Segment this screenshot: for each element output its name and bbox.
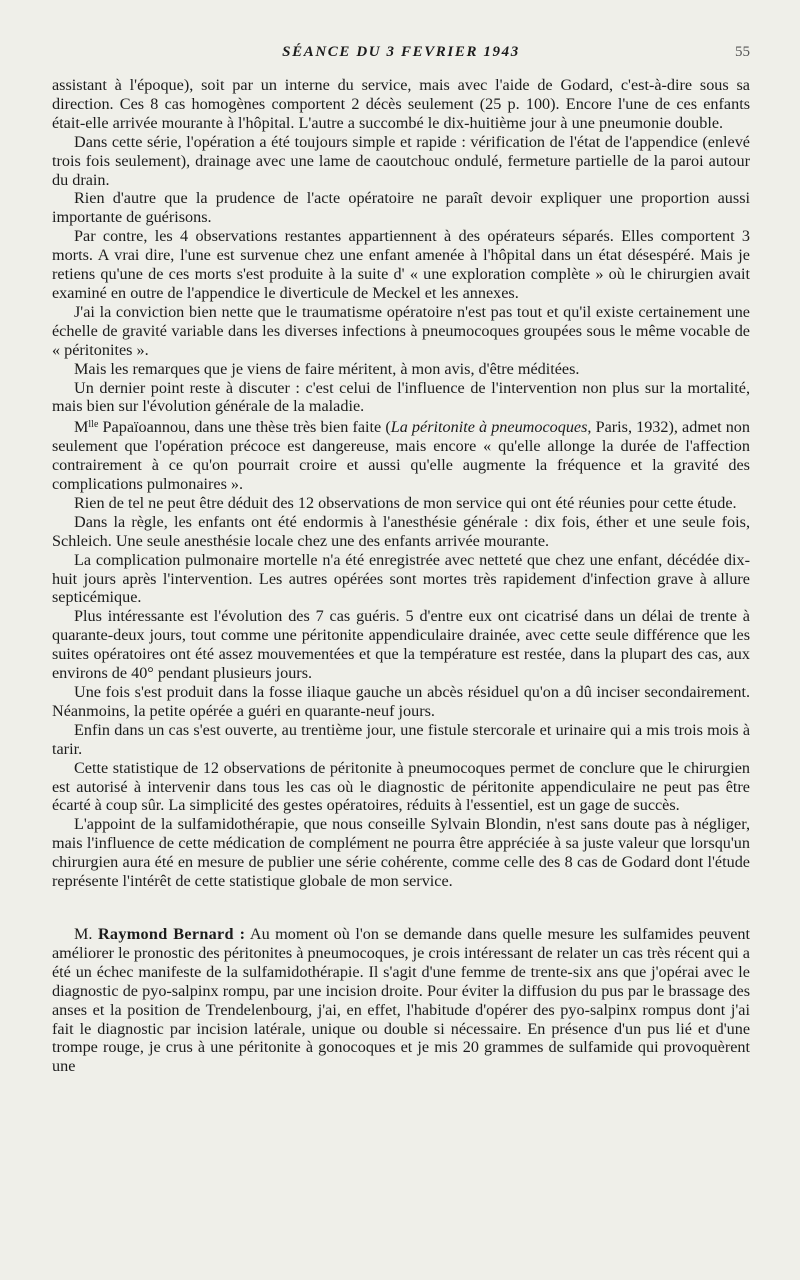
mlle-prefix: M	[74, 418, 89, 437]
speaker-prefix: M.	[74, 924, 93, 943]
speaker-text: Au moment où l'on se demande dans quelle mesure les sulfamides peuvent améliorer le pronostic des péritonites à pneumocoques, je crois intéressant de relater un cas très récent qui a été un échec manifeste de la sulfamidothérapie. Il s'agit d'une femme de trente-six ans que j'opérai avec le diagnostic de pyo-salpinx rompu, par une incision droite. Pour éviter la diffusion du pus par le brassage des anses et la position de Trendelenbourg, j'ai, en effet, l'habitude d'opérer des pyo-salpinx rompus dont j'ai fait le diagnostic par incision latérale, unique ou double si nécessaire. En présence d'un pus lié et d'une trompe rouge, je crus à une péritonite à gonocoques et je mis 20 grammes de sulfamide qui provoquèrent une	[52, 924, 750, 1076]
paragraph-text: Papaïoannou, dans une thèse très bien faite (La péritonite à pneumocoques, Paris, 1932), admet non seulement que l'opération précoce est dangereuse, mais encore « qu'elle allonge la durée de l'affection contrairement à ce qu'on pourrait croire et aussi qu'elle augmente la fréquence et la gravité des complications pulmonaires ».	[52, 418, 750, 494]
paragraph: Une fois s'est produit dans la fosse iliaque gauche un abcès résiduel qu'on a dû inciser secondairement. Néanmoins, la petite opérée a guéri en quarante-neuf jours.	[52, 683, 750, 720]
paragraph: Par contre, les 4 observations restantes appartiennent à des opérateurs séparés. Elles comportent 3 morts. A vrai dire, l'une est survenue chez une enfant amenée à l'hôpital dans un état désespéré. Mais je retiens qu'une de ces morts s'est produite à la suite d' « une exploration complète » où le chirurgien avait examiné en outre de l'appendice le diverticule de Meckel et les annexes.	[52, 227, 750, 302]
paragraph: assistant à l'époque), soit par un interne du service, mais avec l'aide de Godard, c'est-à-dire sous sa direction. Ces 8 cas homogènes comportent 2 décès seulement (25 p. 100). Encore l'une de ces enfants était-elle arrivée mourante à l'hôpital. L'autre a succombé le dix-huitième jour à une pneumonie double.	[52, 76, 750, 132]
paragraph: Dans cette série, l'opération a été toujours simple et rapide : vérification de l'état de l'appendice (enlevé trois fois seulement), drainage avec une lame de caoutchouc ondulé, fermeture partielle de la paroi autour du drain.	[52, 132, 750, 189]
section-gap	[52, 891, 750, 925]
paragraph: La complication pulmonaire mortelle n'a été enregistrée avec netteté que chez une enfant, décédée dix-huit jours après l'intervention. Les autres opérées sont mortes très rapidement d'infection grave à allure septicémique.	[52, 550, 750, 607]
paragraph: Mais les remarques que je viens de faire méritent, à mon avis, d'être méditées.	[74, 359, 580, 378]
speaker-paragraph	[52, 925, 750, 1076]
italic-phrase: La péritonite à pneumocoques	[390, 418, 588, 437]
paragraph: J'ai la conviction bien nette que le traumatisme opératoire n'est pas tout et qu'il existe certainement une échelle de gravité variable dans les diverses infections à pneumocoques groupées sous le même vocable de « péritonites ».	[52, 302, 750, 359]
paragraph: Enfin dans un cas s'est ouverte, au trentième jour, une fistule stercorale et urinaire qui a mis trois mois à tarir.	[52, 720, 750, 758]
paragraph: Rien de tel ne peut être déduit des 12 observations de mon service qui ont été réunies pour cette étude.	[74, 493, 737, 512]
page-number: 55	[735, 44, 750, 60]
mlle-superscript: lle	[88, 419, 99, 431]
paragraph: Rien d'autre que la prudence de l'acte opératoire ne paraît devoir expliquer une proportion aussi importante de guérisons.	[52, 189, 750, 227]
article-body	[52, 76, 750, 1076]
paragraph: Un dernier point reste à discuter : c'est celui de l'influence de l'intervention non plus sur la mortalité, mais bien sur l'évolution générale de la maladie.	[52, 378, 750, 416]
speaker-name: Raymond Bernard :	[97, 924, 246, 943]
running-header-title: SÉANCE DU 3 FEVRIER 1943	[282, 44, 520, 60]
running-header	[52, 44, 750, 76]
paragraph-papaioannou	[52, 416, 750, 494]
paragraph: L'appoint de la sulfamidothérapie, que nous conseille Sylvain Blondin, n'est sans doute pas à négliger, mais l'influence de cette médication de complément ne pourra être appréciée à sa juste valeur que lorsqu'un chirurgien aura été en mesure de publier une série cohérente, comme celle des 8 cas de Godard dont l'étude représente l'intérêt de cette statistique globale de mon service.	[52, 815, 750, 891]
paragraph: Plus intéressante est l'évolution des 7 cas guéris. 5 d'entre eux ont cicatrisé dans un délai de trente à quarante-deux jours, tout comme une péritonite appendiculaire drainée, avec cette seule différence que les suites opératoires ont été assez mouvementées et que la température est restée, dans la plupart des cas, aux environs de 40° pendant plusieurs jours.	[52, 607, 750, 683]
paragraph: Cette statistique de 12 observations de péritonite à pneumocoques permet de conclure que le chirurgien est autorisé à intervenir dans tous les cas où le diagnostic de péritonite appendiculaire ne peut pas être écarté à coup sûr. La simplicité des gestes opératoires, réduits à l'essentiel, est un gage de succès.	[52, 758, 750, 815]
paragraph: Dans la règle, les enfants ont été endormis à l'anesthésie générale : dix fois, éther et une seule fois, Schleich. Une seule anesthésie locale chez une des enfants arrivée mourante.	[52, 512, 750, 550]
